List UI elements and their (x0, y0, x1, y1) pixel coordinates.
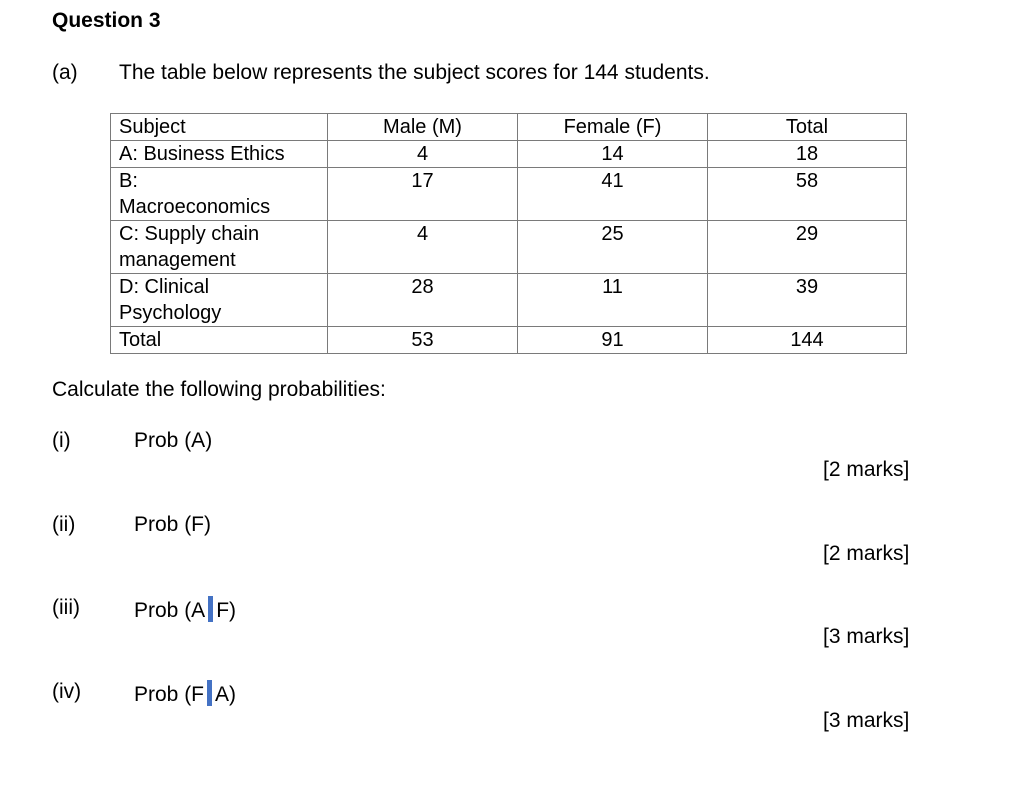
subject-cell (111, 274, 328, 327)
total-cell: 58 (708, 168, 907, 221)
total-cell: 29 (708, 221, 907, 274)
sub-question-text-after: A) (215, 683, 237, 706)
marks-label: [2 marks] (823, 458, 910, 481)
subject-line: Macroeconomics (119, 196, 271, 218)
total-cell: 18 (708, 141, 907, 168)
subject-line: Psychology (119, 302, 222, 324)
marks-label: [3 marks] (823, 709, 910, 732)
highlight-bar (208, 596, 213, 622)
sub-question-text-before: Prob (A (134, 599, 206, 622)
male-cell: 53 (328, 327, 518, 354)
part-description: The table below represents the subject scores for 144 students. (119, 61, 710, 84)
female-cell: 91 (518, 327, 708, 354)
female-cell: 25 (518, 221, 708, 274)
total-cell: 39 (708, 274, 907, 327)
male-cell: 4 (328, 141, 518, 168)
table-header-row (111, 114, 907, 141)
sub-question-text-before: Prob (F (134, 683, 205, 706)
subject-line: D: Clinical (119, 276, 210, 298)
sub-question-text: Prob (A) (134, 429, 213, 452)
instruction-text: Calculate the following probabilities: (52, 378, 386, 401)
marks-label: [2 marks] (823, 542, 910, 565)
sub-question-label: (iv) (52, 680, 82, 703)
table-row (111, 141, 907, 168)
subject-line: management (119, 249, 236, 271)
table-row (111, 274, 907, 327)
subject-scores-table (110, 113, 907, 354)
subject-cell: Total (111, 327, 328, 354)
subject-cell: A: Business Ethics (111, 141, 328, 168)
header-total: Total (708, 114, 907, 141)
header-subject: Subject (111, 114, 328, 141)
highlight-bar (207, 680, 212, 706)
male-cell: 17 (328, 168, 518, 221)
sub-question-text (134, 596, 236, 623)
sub-question-label: (iii) (52, 596, 80, 619)
subject-line: B: (119, 170, 138, 192)
sub-question-text: Prob (F) (134, 513, 212, 536)
subject-cell (111, 168, 328, 221)
sub-question-text (134, 680, 236, 707)
sub-question-label: (ii) (52, 513, 76, 536)
sub-question-text-after: F) (216, 599, 237, 622)
female-cell: 14 (518, 141, 708, 168)
table-total-row (111, 327, 907, 354)
female-cell: 11 (518, 274, 708, 327)
subject-cell (111, 221, 328, 274)
table-row (111, 168, 907, 221)
marks-label: [3 marks] (823, 625, 910, 648)
table-row (111, 221, 907, 274)
sub-question-label: (i) (52, 429, 71, 452)
male-cell: 28 (328, 274, 518, 327)
header-male: Male (M) (328, 114, 518, 141)
header-female: Female (F) (518, 114, 708, 141)
male-cell: 4 (328, 221, 518, 274)
question-title: Question 3 (52, 9, 161, 32)
subject-line: C: Supply chain (119, 223, 260, 245)
part-label: (a) (52, 61, 78, 84)
total-cell: 144 (708, 327, 907, 354)
female-cell: 41 (518, 168, 708, 221)
